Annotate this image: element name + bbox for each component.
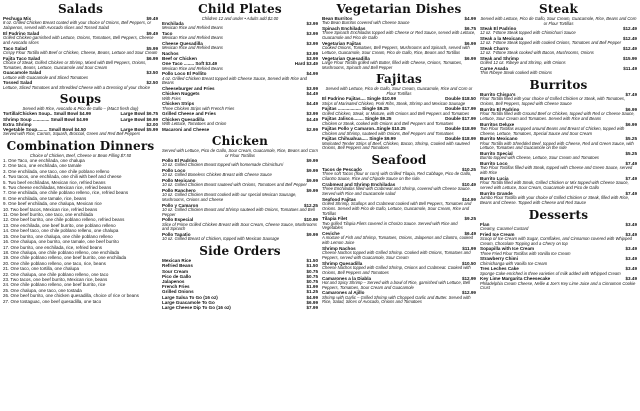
section-note: Choice of Chicken, Beef, Cheese or Bean Filling $7.50: [29, 153, 132, 158]
item-name: Steak El Padrino: [480, 26, 517, 31]
item-price: $4.99: [306, 71, 318, 77]
item-price: $2.00: [146, 121, 158, 127]
item-price: $6.49: [464, 231, 476, 237]
item-name: Burrito Lucia: [480, 175, 509, 181]
item-price: $3.99: [306, 86, 318, 92]
item-name: Tres Leches Cake: [480, 266, 519, 272]
item-price: $6.75: [464, 26, 476, 31]
item-price: $3.99: [306, 56, 318, 62]
item-name: Seafood Fajitas: [322, 196, 356, 202]
item-description: Shrimp with Garlic – Grilled Shrimp with Chopped Garlic and Butter. Served with Rice, Salad, Slices of Avocado, Onions and Tomatoes: [322, 294, 471, 305]
item-name: Mexican Rice: [162, 258, 192, 264]
section-note: Children 12 and under • Adults add $2.00: [201, 16, 279, 21]
item-description: Flour Tortilla with Shredded Beef, topped with Cheese, Red and Green Sauce, with Lettuce, Tomatoes and Guacamole on the side: [480, 140, 634, 151]
combo-item: 1. One Taco, one enchilada, one chalupa: [3, 158, 85, 163]
item-price: $12.99: [461, 290, 476, 296]
item-name: Burrito Loco: [480, 161, 508, 167]
item-price: $3.99: [306, 21, 318, 26]
fajitas-section: [322, 72, 476, 151]
combo-item: 12. One beef burrito, one chile poblano relleno, refried beans: [3, 217, 125, 223]
combo-item: 20. One chile poblano relleno, one taco, rice, beans: [3, 260, 106, 266]
item-description: With Lettuce, Tomatoes and Onion: [162, 120, 227, 126]
item-price: $3.99: [306, 51, 318, 56]
item-description: 10 oz. Grilled Chicken Breast and Shrimp sauteed with Onions, Tomatoes and Bell Pepper: [162, 206, 315, 217]
item-name: Steak Charro: [480, 46, 509, 51]
item-price: $7.49: [625, 190, 637, 196]
section-title: Vegetarian Dishes: [336, 2, 462, 16]
item-price: $10.25: [461, 167, 476, 173]
item-name: Pollo Ranchero: [162, 187, 196, 193]
item-description: Scoop of Ice Cream with Sugar, Cornflakes, and Cinnamon covered with Whipped Cream, Chocolate Topping and a Cherry on top: [480, 235, 632, 246]
item-name: Pollo Loco: [162, 167, 186, 173]
item-price: $10.50: [461, 260, 476, 266]
item-price: $6.99: [625, 106, 637, 112]
item-name: Jalapenos: [162, 279, 185, 285]
item-price: $4.49: [306, 101, 318, 107]
item-description: Marinated Tender Strips of Beef, Chicken, Bacon, Shrimp, Cooked with sauteed Onions, Bell Peppers and Tomatoes: [322, 140, 470, 151]
item-description: With Fries: [162, 95, 181, 101]
item-name: Chicken Nuggets: [162, 91, 200, 97]
item-name: Tilapia Filet: [322, 216, 348, 222]
item-name: Pechuga Mix: [3, 16, 32, 21]
item-price: $9.99: [306, 187, 318, 193]
item-name: Camarones al Ajillo: [322, 290, 365, 296]
item-name: Key Lime Margarita Cheesecake: [480, 276, 551, 282]
item-name: Camarones a la Diabla: [322, 275, 372, 281]
section-note: Served with Lettuce, Pico de Gallo, Sour Cream, Guacamole, Rice, Beans and Corn or Flour Tortillas: [162, 147, 318, 158]
section-note: Served with Lettuce, Pico de Gallo, Sour Cream, Guacamole, Rice and Corn or Flour Tortillas: [325, 86, 473, 97]
item-description: 10 oz. Grilled Boneless Chicken Breast with Cheese Sauce: [162, 172, 272, 178]
item-name: Pollo El Padrino: [162, 157, 198, 163]
section-title: Steak: [539, 2, 578, 16]
burritos-section: [480, 78, 637, 206]
item-name: Fajitas Chihuahua..... Single $9.99: [322, 136, 396, 142]
item-price: $6.99: [146, 55, 158, 61]
item-name: Pollo Especial: [162, 217, 194, 223]
item-price: $15.99: [622, 56, 637, 61]
item-price: $12.25: [303, 202, 318, 208]
item-name: Grilled Onions: [162, 289, 194, 295]
item-description: 10 oz. Grilled Chicken Breast topped with homemade Chimichurri: [162, 162, 284, 168]
desserts-section: [480, 208, 637, 292]
combo-item: 25. One chalupa, one taco, one tostada: [3, 287, 82, 293]
item-description: Served with Rice, Carrots, Squash, Broccoli, Green and Red Bell Peppers: [3, 131, 141, 137]
item-description: Sponge Cake enriched in three varieties of milk added with Whipped Cream: [480, 270, 621, 276]
section-title: Salads: [57, 2, 104, 16]
item-price: $7.99: [306, 305, 318, 311]
item-price: Double $18.50: [445, 96, 476, 102]
item-description: Chicken or Steak, cooked with Onions and Bell Peppers and Tomatoes: [322, 120, 454, 126]
item-price: Double $17.99: [445, 106, 476, 112]
combo-item: 18. One chalupa, one chile poblano relleno, one enchilada: [3, 249, 120, 255]
item-description: 10 oz. Grilled Breast of Chicken, topped with Mexican Sausage: [162, 236, 280, 242]
item-name: Taco: [162, 31, 173, 36]
section-title: Seafood: [371, 153, 427, 168]
item-price: Double $18.99: [445, 126, 476, 132]
item-name: Shrimp Soup ............. Small Bowl $4.99: [3, 116, 89, 122]
item-price: $14.99: [461, 196, 476, 202]
item-description: Flour Tortilla filled with your choice of Grilled Chicken or Steak, with Tomatoes, Onions, Bell Peppers, topped with Cheese Sauce: [480, 96, 626, 106]
item-price: Double $18.99: [445, 136, 476, 142]
item-price: $3.49: [625, 246, 637, 252]
combo-item: 3. One enchilada, one taco, one chile poblano relleno: [3, 168, 110, 174]
section-title: Desserts: [528, 207, 589, 222]
section-title: Combination Dinners: [6, 139, 155, 153]
item-price: $3.49: [625, 276, 637, 282]
item-name: Vegetable Soup........ Small Bowl $4.50: [3, 127, 86, 132]
section-title: Side Orders: [199, 244, 281, 259]
item-name: El Padrino Fajitas.... Single $10.99: [322, 96, 397, 102]
item-description: Two Flour Tortillas filled with Steak, topped with Cheese and Green Sauce, served with Rice: [480, 165, 633, 176]
item-price: $7.49: [625, 92, 637, 97]
item-description: Slice of Prime Grilled Chicken Breast with Sour Cream, Cheese Sauce, Mushrooms and Spinach: [162, 221, 317, 232]
item-price: $6.99: [306, 299, 318, 305]
item-price: $10.49: [461, 181, 476, 187]
item-name: Grilled Cheese and Fries: [162, 111, 216, 117]
item-name: Burrito Mexicano: [480, 136, 518, 142]
item-name: Burrito Chispa's: [480, 92, 516, 97]
item-name: Beef or Chicken: [162, 56, 197, 62]
item-name: Steak and Shrimp: [480, 56, 519, 61]
section-title: Child Plates: [198, 2, 282, 16]
item-name: Vegetarian Quesadilla: [322, 55, 370, 61]
item-name: French Fries: [162, 284, 190, 290]
item-name: Carne Asada: [480, 66, 508, 71]
soups-section: [3, 92, 158, 137]
item-name: Flan: [480, 221, 490, 227]
vegetarian-section: [322, 2, 476, 70]
item-description: Choice of Steak, Grilled Chicken or Shrimp, Mixed with Bell Peppers, Onions, Tomatoes, Beans, Lettuce, Guacamole and Sour Cream: [3, 59, 147, 70]
column-3: [322, 2, 476, 307]
item-description: Lettuce with Guacamole and Sliced Tomatoes: [3, 74, 89, 80]
item-description: Mexican Rice and Refried Beans: [162, 35, 223, 41]
item-description: Philadelphia Cream Cheese, Nellie & Joe's Key Lime Juice and a Cinnamon Cookie Crust: [480, 280, 636, 291]
item-price: $5.25: [625, 151, 637, 157]
item-name: Tacos de Pescado: [322, 167, 362, 173]
item-description: Flour Tortilla filled with Steak, Grilled Chicken or Mix topped with Cheese Sauce, served with Lettuce, Sour Cream, Guacamole and Pico de Gallo: [480, 180, 629, 190]
item-description: Mexican Rice and Refried Beans: [162, 45, 223, 51]
item-description: Cheese Nachos topped with Grilled Shrimp. Cooked with Onions, Tomatoes and Peppers, served with Guacamole, Sour Cream: [322, 250, 471, 260]
item-name: Refried Beans: [162, 263, 193, 269]
item-name: Cheese Quesadilla: [162, 41, 203, 46]
item-price: $12.49: [622, 26, 637, 31]
item-description: Jumbo Flour Tortilla with your choice of Grilled Chicken or Steak, filled with Rice, Beans and Cheese. Topped with Cheese and Red Sauce: [480, 194, 630, 205]
item-name: Tortilla/Chicken Soup.. Small Bowl $4.99: [3, 111, 91, 117]
item-price: $11.99: [462, 245, 476, 251]
item-name: Burrito El Padrino: [480, 106, 520, 112]
item-price: $9.99: [306, 167, 318, 173]
item-price: $3.49: [625, 266, 637, 272]
combo-item: 14. One beef taco, one chile poblano relleno, one chalupa: [3, 228, 119, 234]
item-name: Burrito Grande: [480, 190, 513, 196]
item-description: Hot and Spicy Shrimp – Served with a bowl of Rice, garnished with Lettuce, Bell Peppers, Tomatoes, Sour Cream and Guacamole: [322, 279, 471, 290]
item-description: Cheese Nachos topped with Grilled Shrimp, Onions and Crabmeat. Cooked with Onions, Bell Peppers and Tomatoes: [322, 264, 471, 275]
item-description: Strips of Marinated Chicken, Pork Ribs, Steak, Shrimp and Mexican Sausage: [322, 100, 466, 106]
combo-item: 6. Two cheese enchiladas, Mexican rice, refried beans: [3, 185, 112, 191]
item-price: Large Bowl $6.99: [120, 116, 158, 122]
item-price: $11.49: [623, 66, 637, 71]
combo-item: 8. One enchilada, one tamale, rice, beans: [3, 195, 87, 201]
item-price: $6.99: [464, 40, 476, 46]
item-price: $3.99: [306, 31, 318, 36]
combination-dinners-section: [3, 139, 158, 304]
item-name: Large Guacamole To Go: [162, 299, 215, 305]
item-description: A mixture of Fish and Shrimp, Tomatoes, Onions, Jalapenos and Cilantro, cooked with Lemon Juice: [322, 235, 473, 246]
item-price: Double $17.99: [445, 116, 476, 122]
item-price: $4.49: [306, 116, 318, 122]
item-name: Pollo Tapatio: [162, 232, 191, 238]
combo-item: 4. Two tacos, one enchilada, one chili with beef and cheese: [3, 174, 122, 180]
item-name: Shrimp Quesadilla: [322, 260, 363, 266]
combo-item: 10. Two beef tacos, Mexican rice, refried beans: [3, 206, 98, 212]
combo-item: 5. Two beef enchiladas, Mexican rice, refried beans: [3, 179, 106, 185]
item-description: Crispy Flour Tortilla with Beef or Chicken, Cheese, Beans, Lettuce and Sour Cream: [3, 49, 158, 55]
combo-item: 7. One enchilada, one chile poblano relleno, rice, refried beans: [3, 190, 129, 196]
item-description: Chimichanga with Vanilla Ice Cream: [480, 260, 548, 266]
item-price: $3.99: [306, 41, 318, 46]
item-name: Fajita Taco Salad: [3, 55, 41, 61]
item-name: Fajitas Jalisco........ Single $9.25: [322, 116, 392, 122]
item-price: $1.25: [306, 289, 318, 295]
item-name: Chicken Quesadilla: [162, 116, 205, 122]
item-name: Strawberry Chimi: [480, 256, 519, 262]
section-note: Served with Lettuce, Pico de Gallo, Sour Cream, Guacamole, Rice, Beans and Corn or Flour Tortillas: [480, 16, 637, 26]
item-price: $5.99: [146, 45, 158, 51]
item-name: Tossed Salad: [3, 80, 33, 86]
item-description: Grilled Chicken, Steak, or Mixture, with Onions and Bell Peppers and Tomatoes: [322, 110, 470, 116]
steak-section: [480, 2, 637, 76]
item-name: Burritos Deluxe: [480, 121, 515, 127]
combo-item: 13. One enchilada, one beef burrito, one poblano relleno: [3, 222, 116, 228]
combo-item: 19. One chile poblano relleno, one beef burrito, one enchilada: [3, 255, 127, 261]
item-name: Vegetarian Fajitas: [322, 40, 362, 46]
item-name: Taco Salad: [3, 45, 27, 51]
item-name: Fajitas Pollo y Camaron..Single $10.25: [322, 126, 406, 132]
item-name: Spinach Enchiladas: [322, 26, 366, 31]
item-name: El Padrino Salad: [3, 30, 40, 36]
item-name: Chicken Strips: [162, 101, 195, 107]
menu-item: [162, 127, 318, 132]
section-title: Fajitas: [375, 72, 422, 87]
item-name: One Taco ........ Soft $3.49: [162, 61, 218, 67]
item-description: 4 oz. Grilled Chicken Breast topped with Cheese Sauce, Served with Rice and Beans: [162, 75, 308, 86]
item-name: Large Salsa To Go (16 oz): [162, 294, 218, 300]
item-price: $6.99: [625, 121, 637, 127]
item-name: Sour Cream: [162, 268, 189, 274]
item-description: Two grilled Tilapia Filets covered in Chorizo Sauce. Served with Rice and Vegetables: [322, 220, 458, 231]
item-description: Three Chicken Strips with French Fries: [162, 105, 235, 111]
combo-item: 11. One beef burrito, one taco, one enchilada: [3, 212, 93, 218]
item-description: 10 oz. Grilled Chicken Breast sauteed with Onions, Tomatoes and Bell Pepper: [162, 182, 307, 188]
item-description: Grilled Shrimp, Scallops and Crabmeat cooked with Bell Peppers, Tomatoes and Onions. Served with Pico de Gallo, Lettuce, Guacamole, Sour Cream, Rice and Tortillas: [322, 200, 472, 216]
item-name: Crabmeat and Shrimp Enchiladas: [322, 181, 396, 187]
item-description: Three Enchiladas filled with Crabmeat and Shrimp, covered with Cheese Sauce. Served with Rice and Guacamole salad: [322, 186, 471, 196]
item-price: $1.50: [306, 263, 318, 269]
item-price: $10.99: [303, 217, 318, 223]
item-price: $4.99: [464, 16, 476, 21]
combo-item: 22. One chalupa, one chile poblano relleno, one taco: [3, 271, 109, 277]
item-description: 10 oz. Grilled Chicken Breast cooked with our special Mexican Sausage, Mushrooms, Onions and Cheese: [162, 192, 297, 202]
item-price: $1.99: [306, 284, 318, 290]
item-price: $1.50: [306, 258, 318, 264]
item-description: Chicken and Shrimp, sauteed with Onions, Bell Peppers and Tomatoes: [322, 130, 454, 136]
item-name: Steak a la Mexicana: [480, 36, 524, 41]
item-description: Three soft Tacos (flour or corn) with Grilled Tilapia, Red Cabbage, Pico de Gallo, Cilantro Sauce, Rice and Chipotle Sauce on the side.: [322, 171, 472, 182]
combo-item: 17. One burrito, one enchilada, rice, refried beans: [3, 244, 103, 250]
item-price: $0.75: [306, 279, 318, 285]
item-description: Mexican Rice and Refried Beans: [162, 65, 223, 71]
item-name: Pollo Mexicano: [162, 177, 196, 183]
item-price: $6.99: [464, 55, 476, 61]
item-description: Two Flour Tortillas wrapped around Beans and Breast of Chicken, topped with Cheese, Lettuce, Tomatoes, Special Sauce and Sour Cream: [480, 125, 625, 136]
item-name: Large Cheese Dip To Go (16 oz): [162, 305, 231, 311]
item-name: Shrimp Nachos: [322, 245, 356, 251]
item-description: Grilled 12 oz. Ribeye and Shrimp, with Onions: [480, 60, 566, 66]
item-price: $12.49: [622, 46, 637, 51]
item-price: $3.49: [625, 231, 637, 237]
menu-item: [162, 305, 318, 310]
child-plates-section: [162, 2, 318, 132]
item-price: $9.49: [146, 30, 158, 36]
item-description: Flour Tortilla filled with Ground Beef or Chicken, topped with Red or Cheese Sauce, Lettuce, Sour Cream and Tomatoes. Served with Rice and Beans: [480, 111, 635, 121]
item-price: $0.75: [306, 268, 318, 274]
combo-item: 2. One taco, one enchilada, one tamale: [3, 163, 82, 169]
item-description: 12 oz. T-Bone Steak topped with Chimichurri Sauce: [480, 30, 576, 36]
item-price: $4.99: [306, 294, 318, 300]
item-description: 8 oz. Grilled Chicken Breast coated with your choice of Onions, Bell Peppers, or Jalapenos, served with Avocado slices and Tossed Salad: [3, 20, 152, 30]
item-name: Pollo y Camaron: [162, 202, 199, 208]
item-name: Fried Ice Cream: [480, 231, 515, 237]
item-description: Two Bean Burritos covered with Cheese Sauce: [322, 20, 410, 26]
item-price: $12.49: [622, 36, 637, 41]
section-title: Chicken: [211, 133, 269, 148]
item-description: Burrito topped with Cheese, Lettuce, Sour Cream and Tomatoes: [480, 155, 600, 161]
item-name: Cheeseburger and Fries: [162, 86, 215, 92]
item-price: $3.49: [625, 256, 637, 262]
item-price: Hard $3.49: [294, 61, 318, 67]
item-description: Three Fried Flour Tortillas with Vanilla Ice Cream: [480, 250, 571, 256]
combo-item: 15. One burrito, one chalupa, one chile poblano relleno: [3, 233, 113, 239]
item-name: Extra Shrimp: [3, 121, 32, 127]
item-description: Thin Ribeye Steak cooked with Onions: [480, 70, 552, 76]
item-price: $0.75: [306, 273, 318, 279]
item-description: Large Flour Tortilla grilled with Butter, filled with Cheese, Onions, Tomatoes, Mushrooms, Spinach and Bell Pepper: [322, 59, 463, 70]
item-description: 12 oz. T-Bone Steak cooked with Bacon, Mushrooms, Onions: [480, 50, 594, 56]
item-price: $9.99: [306, 177, 318, 183]
item-name: Ceviche: [322, 231, 340, 237]
item-name: Pollo Loco El Pollito: [162, 71, 207, 77]
item-name: Fajitas .................. Single $9.25: [322, 106, 389, 112]
item-name: Burrito Special: [480, 151, 513, 157]
seafood-section: [322, 153, 476, 305]
item-price: $7.49: [625, 175, 637, 181]
column-2: [162, 2, 318, 312]
item-name: Macaroni and Cheese: [162, 126, 210, 132]
side-orders-section: [162, 244, 318, 310]
item-price: Large Bowl $5.99: [120, 127, 158, 132]
combo-item: 26. One beef burrito, one chicken quesadilla, choice of rice or beans: [3, 293, 139, 299]
item-name: Nachos: [162, 51, 179, 56]
item-price: $9.25: [464, 216, 476, 222]
item-price: $9.99: [306, 232, 318, 238]
section-title: Soups: [59, 92, 102, 107]
item-description: 12 oz. T-Bone Steak topped with cooked Onions, Tomatoes and Bell Pepper: [480, 40, 621, 46]
item-description: Cooked Onions, Tomatoes, Bell Peppers, Mushrooms and Spinach, served with Lettuce, Guacamole, Sour Cream, Pico de Gallo, Rice, Beans and Tortillas: [322, 45, 470, 55]
item-price: $3.49: [625, 221, 637, 227]
section-note: Served with Rice, Avocado & Pico de Gallo – (Mac3 fresh day): [22, 106, 139, 112]
item-name: Guacamole Salad: [3, 70, 42, 76]
item-price: $2.99: [306, 126, 318, 132]
item-price: $9.99: [306, 157, 318, 163]
combo-item: 27. One tostaguac, one beef quesadilla, one taco: [3, 298, 102, 304]
item-price: Large Bowl $6.75: [120, 111, 158, 117]
combo-item: 16. One chalupa, one burrito, one tamale, one beef burrito: [3, 239, 119, 245]
section-title: Burritos: [529, 78, 588, 92]
item-name: Pico de Gallo: [162, 273, 192, 279]
item-description: Lettuce, Sliced Tomatoes and Shredded Cheese with a Dressing of your choice: [3, 84, 150, 90]
combo-item: 23. Two tacos, one beef burrito, Mexican rice, beans: [3, 276, 108, 282]
item-description: Three Spinach Enchiladas topped with Cheese or Red Sauce, served with Lettuce, Guacamole and Pico de Gallo: [322, 30, 476, 40]
item-price: $12.99: [461, 275, 476, 281]
combo-item: 9. One beef enchilada, one chalupa, Mexican rice: [3, 201, 102, 207]
combo-item: 24. One chile poblano relleno, one beef burrito, rice: [3, 282, 106, 288]
column-4: [480, 2, 637, 293]
item-price: $7.49: [625, 161, 637, 167]
item-description: Grilled Chicken garnished with Lettuce, Onions, Tomatoes, Bell Peppers, Cheese and Avocado slices: [3, 35, 154, 45]
chicken-section: [162, 134, 318, 242]
item-price: $3.99: [306, 111, 318, 117]
item-name: Sopapilla with Ice Cream: [480, 246, 535, 252]
item-price: $5.25: [625, 136, 637, 142]
item-price: $3.50: [146, 70, 158, 76]
item-name: Bean Burritos: [322, 16, 353, 21]
item-price: $4.49: [306, 91, 318, 97]
item-price: $2.50: [146, 80, 158, 86]
item-description: Creamy, Caramel Custard: [480, 225, 529, 231]
combo-item: 21. One taco, one tortilla, one chalupa: [3, 266, 80, 272]
column-1: [3, 2, 158, 306]
salads-section: [3, 2, 158, 90]
item-description: Mexican Rice and Refried Beans: [162, 25, 223, 31]
item-price: $9.49: [146, 16, 158, 21]
item-name: Enchilada: [162, 21, 184, 26]
